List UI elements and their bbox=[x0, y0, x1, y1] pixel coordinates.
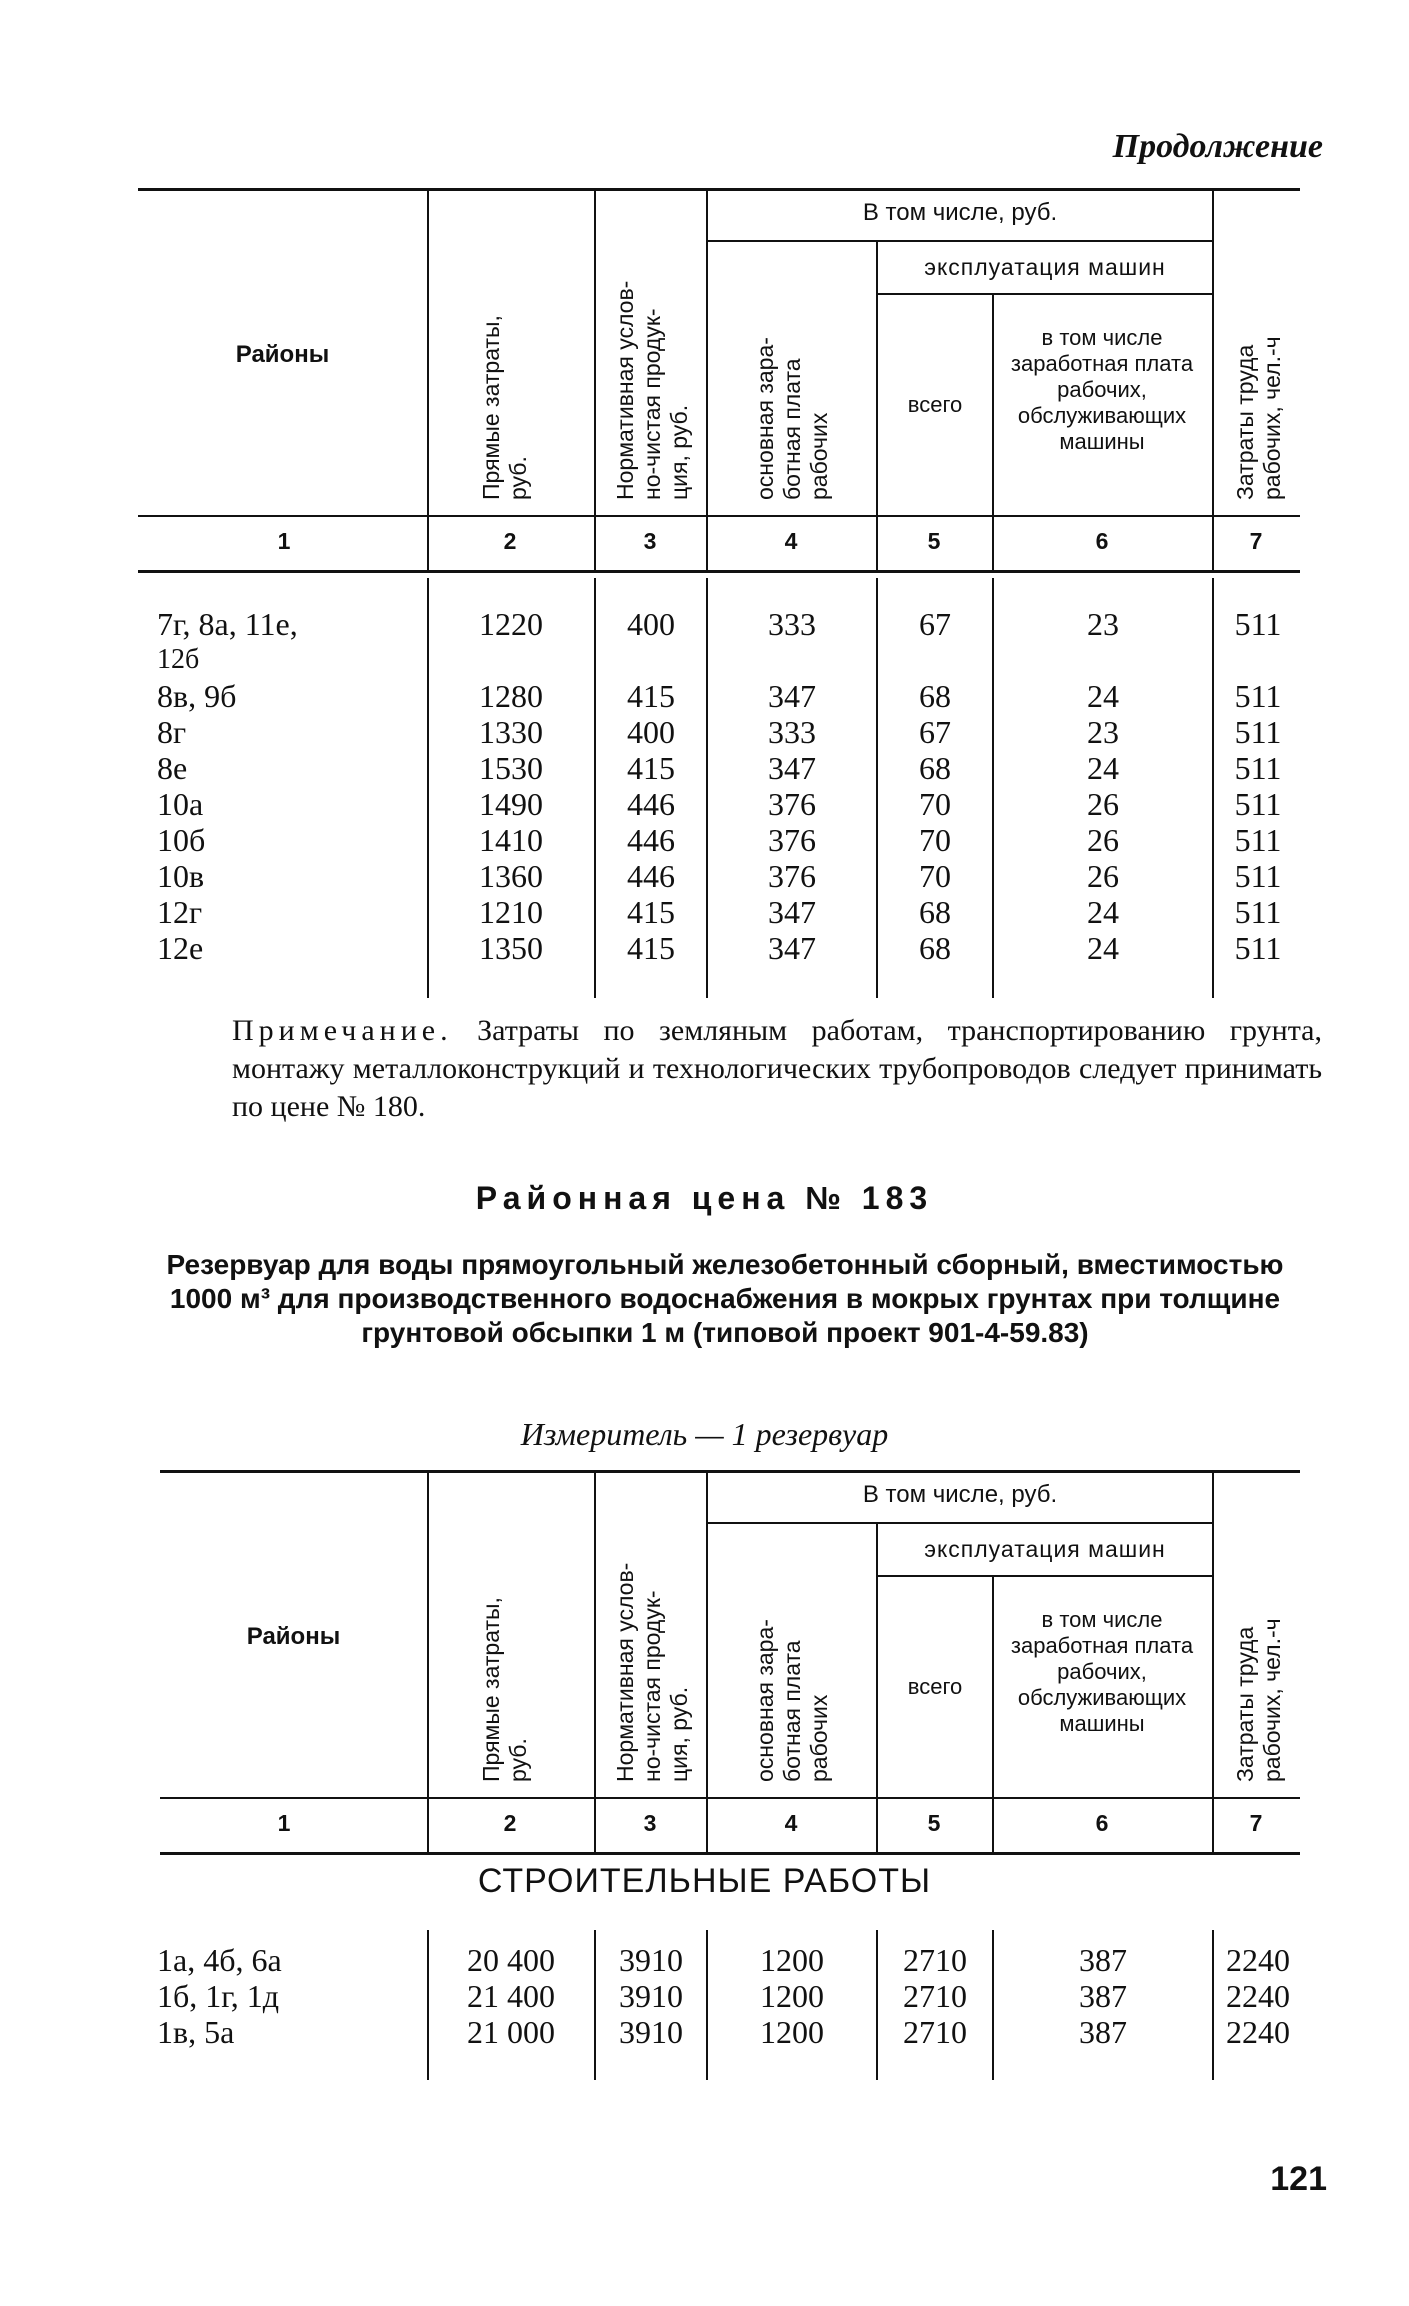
cell-machine-total: 2710 bbox=[903, 1942, 967, 1978]
cell-direct-costs: 1360 bbox=[479, 858, 543, 894]
col-num-3: 3 bbox=[643, 528, 657, 554]
cell-machine-wage: 387 bbox=[1079, 1942, 1127, 1978]
cell-machine-total: 68 bbox=[919, 894, 951, 930]
note bbox=[232, 1012, 1322, 1126]
cell-normative: 446 bbox=[627, 822, 675, 858]
cell-normative: 415 bbox=[627, 894, 675, 930]
cell-base-wage: 1200 bbox=[760, 2014, 824, 2050]
cell-machine-total: 67 bbox=[919, 714, 951, 750]
cell-base-wage: 333 bbox=[768, 606, 816, 642]
cell-direct-costs: 1350 bbox=[479, 930, 543, 966]
header-machine-ops: эксплуатация машин bbox=[924, 254, 1166, 280]
cell-normative: 446 bbox=[627, 858, 675, 894]
cell-direct-costs: 1280 bbox=[479, 678, 543, 714]
region-name: 1б, 1г, 1д bbox=[157, 1978, 280, 2014]
continued-label: Продолжение bbox=[1112, 128, 1323, 165]
cell-machine-wage: 23 bbox=[1087, 606, 1119, 642]
cell-labor: 511 bbox=[1234, 822, 1282, 858]
cell-machine-total: 2710 bbox=[903, 1978, 967, 2014]
region-name: 8в, 9б bbox=[157, 678, 237, 714]
page-number: 121 bbox=[1270, 2160, 1327, 2198]
cell-machine-wage: 23 bbox=[1087, 714, 1119, 750]
cell-labor: 511 bbox=[1234, 930, 1282, 966]
header-incl-wage: в том числе заработная плата рабочих, обслуживающих машины bbox=[1010, 1607, 1194, 1736]
cell-direct-costs: 1490 bbox=[479, 786, 543, 822]
region-name: 10б bbox=[157, 822, 206, 858]
cell-direct-costs: 20 400 bbox=[467, 1942, 555, 1978]
cell-normative: 415 bbox=[627, 678, 675, 714]
cell-machine-total: 70 bbox=[919, 858, 951, 894]
cell-machine-total: 67 bbox=[919, 606, 951, 642]
region-name: 12г bbox=[157, 894, 203, 930]
cell-machine-total: 2710 bbox=[903, 2014, 967, 2050]
region-name: 1а, 4б, 6а bbox=[157, 1942, 282, 1978]
cell-base-wage: 347 bbox=[768, 894, 816, 930]
section-title: Районная цена № 183 bbox=[475, 1180, 934, 1216]
region-name: 8е bbox=[157, 750, 188, 786]
cell-base-wage: 376 bbox=[768, 822, 816, 858]
cell-normative: 415 bbox=[627, 750, 675, 786]
cell-machine-total: 68 bbox=[919, 930, 951, 966]
cell-direct-costs: 1330 bbox=[479, 714, 543, 750]
cell-machine-wage: 26 bbox=[1087, 858, 1119, 894]
cell-direct-costs: 1220 bbox=[479, 606, 543, 642]
col-num-4: 4 bbox=[784, 1810, 798, 1836]
cell-labor: 511 bbox=[1234, 858, 1282, 894]
cell-normative: 3910 bbox=[619, 1942, 683, 1978]
header-incl-wage: в том числе заработная плата рабочих, обслуживающих машины bbox=[1010, 325, 1194, 454]
header-normative: Нормативная услов- но-чистая продук- ция, руб. bbox=[612, 1562, 692, 1782]
cell-normative: 3910 bbox=[619, 2014, 683, 2050]
cell-direct-costs: 1210 bbox=[479, 894, 543, 930]
cell-machine-total: 68 bbox=[919, 750, 951, 786]
cell-normative: 446 bbox=[627, 786, 675, 822]
cell-machine-wage: 26 bbox=[1087, 786, 1119, 822]
region-name: 8г bbox=[157, 714, 187, 750]
header-labor: Затраты труда рабочих, чел.-ч bbox=[1232, 1618, 1285, 1782]
header-including: В том числе, руб. bbox=[862, 199, 1058, 226]
region-name: 12е bbox=[157, 930, 204, 966]
col-num-1: 1 bbox=[277, 528, 291, 554]
cell-machine-wage: 387 bbox=[1079, 1978, 1127, 2014]
header-regions: Районы bbox=[235, 341, 330, 368]
cell-machine-wage: 24 bbox=[1087, 750, 1119, 786]
header-normative: Нормативная услов- но-чистая продук- ция, руб. bbox=[612, 280, 692, 500]
cell-machine-wage: 26 bbox=[1087, 822, 1119, 858]
cell-base-wage: 347 bbox=[768, 750, 816, 786]
note-label: Примечание. bbox=[232, 1014, 453, 1047]
col-num-7: 7 bbox=[1249, 1810, 1263, 1836]
header-base-wage: основная зара- ботная плата рабочих bbox=[752, 1619, 832, 1782]
header-direct-costs: Прямые затраты, руб. bbox=[478, 1597, 531, 1782]
col-num-7: 7 bbox=[1249, 528, 1263, 554]
cell-base-wage: 376 bbox=[768, 858, 816, 894]
cell-labor: 511 bbox=[1234, 750, 1282, 786]
header-machine-ops: эксплуатация машин bbox=[924, 1536, 1166, 1562]
col-num-5: 5 bbox=[927, 1810, 941, 1836]
col-num-2: 2 bbox=[503, 1810, 517, 1836]
cell-base-wage: 376 bbox=[768, 786, 816, 822]
cell-direct-costs: 1530 bbox=[479, 750, 543, 786]
cell-labor: 511 bbox=[1234, 786, 1282, 822]
cell-labor: 511 bbox=[1234, 606, 1282, 642]
section-meter: Измеритель — 1 резервуар bbox=[520, 1416, 889, 1452]
cell-base-wage: 347 bbox=[768, 930, 816, 966]
cell-labor: 2240 bbox=[1226, 1978, 1290, 2014]
cell-machine-total: 70 bbox=[919, 786, 951, 822]
col-num-6: 6 bbox=[1095, 1810, 1109, 1836]
cell-base-wage: 333 bbox=[768, 714, 816, 750]
header-direct-costs: Прямые затраты, руб. bbox=[478, 315, 531, 500]
cell-normative: 3910 bbox=[619, 1978, 683, 2014]
cell-labor: 511 bbox=[1234, 678, 1282, 714]
section-subtitle: Резервуар для воды прямоугольный железобетонный сборный, вместимостью 1000 м³ для производственного водоснабжения в мокрых грунтах при толщине грунтовой обсыпки 1 м (типовой проект 901-4-59.83) bbox=[166, 1249, 1284, 1348]
col-num-1: 1 bbox=[277, 1810, 291, 1836]
col-num-4: 4 bbox=[784, 528, 798, 554]
header-total: всего bbox=[907, 392, 963, 417]
cell-machine-wage: 387 bbox=[1079, 2014, 1127, 2050]
cell-direct-costs: 21 000 bbox=[467, 2014, 555, 2050]
cell-normative: 400 bbox=[627, 606, 675, 642]
cell-labor: 511 bbox=[1234, 894, 1282, 930]
region-name: 7г, 8а, 11е, bbox=[157, 606, 298, 642]
header-base-wage: основная зара- ботная плата рабочих bbox=[752, 337, 832, 500]
cell-direct-costs: 1410 bbox=[479, 822, 543, 858]
cell-base-wage: 347 bbox=[768, 678, 816, 714]
region-name: 10в bbox=[157, 858, 205, 894]
header-labor: Затраты труда рабочих, чел.-ч bbox=[1232, 336, 1285, 500]
col-num-6: 6 bbox=[1095, 528, 1109, 554]
cell-machine-total: 68 bbox=[919, 678, 951, 714]
cell-machine-total: 70 bbox=[919, 822, 951, 858]
col-num-2: 2 bbox=[503, 528, 517, 554]
cell-normative: 415 bbox=[627, 930, 675, 966]
cell-labor: 2240 bbox=[1226, 2014, 1290, 2050]
cell-labor: 2240 bbox=[1226, 1942, 1290, 1978]
col-num-5: 5 bbox=[927, 528, 941, 554]
col-num-3: 3 bbox=[643, 1810, 657, 1836]
cell-machine-wage: 24 bbox=[1087, 678, 1119, 714]
header-regions: Районы bbox=[246, 1623, 341, 1650]
cell-direct-costs: 21 400 bbox=[467, 1978, 555, 2014]
header-including: В том числе, руб. bbox=[862, 1481, 1058, 1508]
note-text: Затраты по земляным работам, транспортированию грунта, монтажу металлоконструкций и технологических трубопроводов следует принимать по цене № 180. bbox=[232, 1014, 1322, 1123]
region-name: 1в, 5а bbox=[157, 2014, 235, 2050]
cell-base-wage: 1200 bbox=[760, 1942, 824, 1978]
cell-normative: 400 bbox=[627, 714, 675, 750]
header-total: всего bbox=[907, 1674, 963, 1699]
cell-machine-wage: 24 bbox=[1087, 930, 1119, 966]
cell-base-wage: 1200 bbox=[760, 1978, 824, 2014]
region-name-cont: 12б bbox=[157, 644, 200, 675]
cell-machine-wage: 24 bbox=[1087, 894, 1119, 930]
works-section-label: СТРОИТЕЛЬНЫЕ РАБОТЫ bbox=[477, 1862, 932, 1900]
region-name: 10а bbox=[157, 786, 204, 822]
cell-labor: 511 bbox=[1234, 714, 1282, 750]
